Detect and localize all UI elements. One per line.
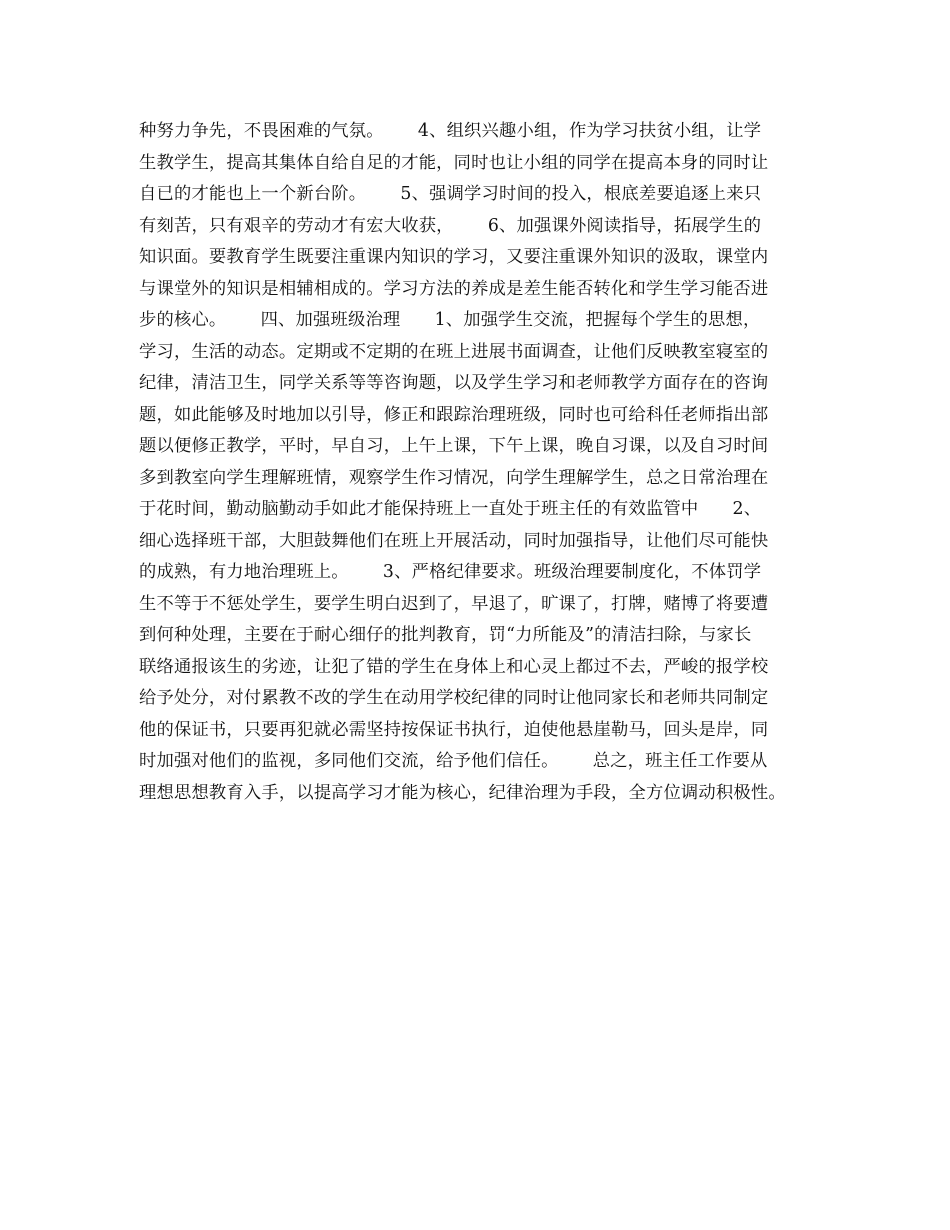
text-line: 联络通报该生的劣迹，让犯了错的学生在身体上和心灵上都过不去，严峻的报学校 bbox=[139, 656, 769, 677]
text-line: 细心选择班干部，大胆鼓舞他们在班上开展活动，同时加强指导，让他们尽可能快 bbox=[139, 530, 769, 551]
text-line: 知识面。要教育学生既要注重课内知识的学习，又要注重课外知识的汲取，课堂内 bbox=[139, 247, 769, 267]
text-line: 多到教室向学生理解班情，观察学生作习情况，向学生理解学生，总之日常治理在 bbox=[139, 467, 769, 488]
text-line: 给予处分，对付累教不改的学生在动用学校纪律的同时让他同家长和老师共同制定 bbox=[139, 688, 769, 708]
text-line: 生不等于不惩处学生，要学生明白迟到了，早退了，旷课了，打牌，赌博了将要遭 bbox=[139, 593, 769, 614]
text-line: 时加强对他们的监视，多同他们交流，给予他们信任。 总之，班主任工作要从 bbox=[139, 751, 768, 771]
text-line: 题以便修正教学，平时，早自习，上午上课，下午上课，晚自习课，以及自习时间 bbox=[139, 436, 769, 456]
text-line: 纪律，清洁卫生，同学关系等等咨询题，以及学生学习和老师教学方面存在的咨询 bbox=[139, 373, 769, 393]
text-line: 题，如此能够及时地加以引导，修正和跟踪治理班级，同时也可给科任老师指出部 bbox=[139, 404, 769, 425]
text-line: 于花时间，勤动脑勤动手如此才能保持班上一直处于班主任的有效监管中 2、 bbox=[139, 499, 762, 519]
text-line: 他的保证书，只要再犯就必需坚持按保证书执行，迫使他悬崖勒马，回头是岸，同 bbox=[139, 719, 769, 740]
text-line: 有刻苦，只有艰辛的劳动才有宏大收获， 6、加强课外阅读指导，拓展学生的 bbox=[139, 215, 762, 236]
text-line: 步的核心。 四、加强班级治理 1、加强学生交流，把握每个学生的思想， bbox=[139, 310, 761, 330]
text-line: 种努力争先，不畏困难的气氛。 4、组织兴趣小组，作为学习扶贫小组，让学 bbox=[139, 121, 762, 141]
text-line: 理想思想教育入手，以提高学习才能为核心，纪律治理为手段，全方位调动积极性。 bbox=[139, 782, 786, 803]
text-line: 到何种处理，主要在于耐心细仔的批判教育，罚“力所能及”的清洁扫除，与家长 bbox=[139, 625, 752, 645]
text-line: 生教学生，提高其集体自给自足的才能，同时也让小组的同学在提高本身的同时让 bbox=[139, 152, 769, 173]
text-line: 与课堂外的知识是相辅相成的。学习方法的养成是差生能否转化和学生学习能否进 bbox=[139, 278, 769, 299]
text-line: 的成熟，有力地治理班上。 3、严格纪律要求。班级治理要制度化，不体罚学 bbox=[139, 562, 762, 582]
body-text bbox=[139, 116, 829, 809]
text-line: 自已的才能也上一个新台阶。 5、强调学习时间的投入，根底差要追逐上来只 bbox=[139, 184, 762, 204]
text-line: 学习，生活的动态。定期或不定期的在班上进展书面调查，让他们反映教室寝室的 bbox=[139, 341, 769, 362]
